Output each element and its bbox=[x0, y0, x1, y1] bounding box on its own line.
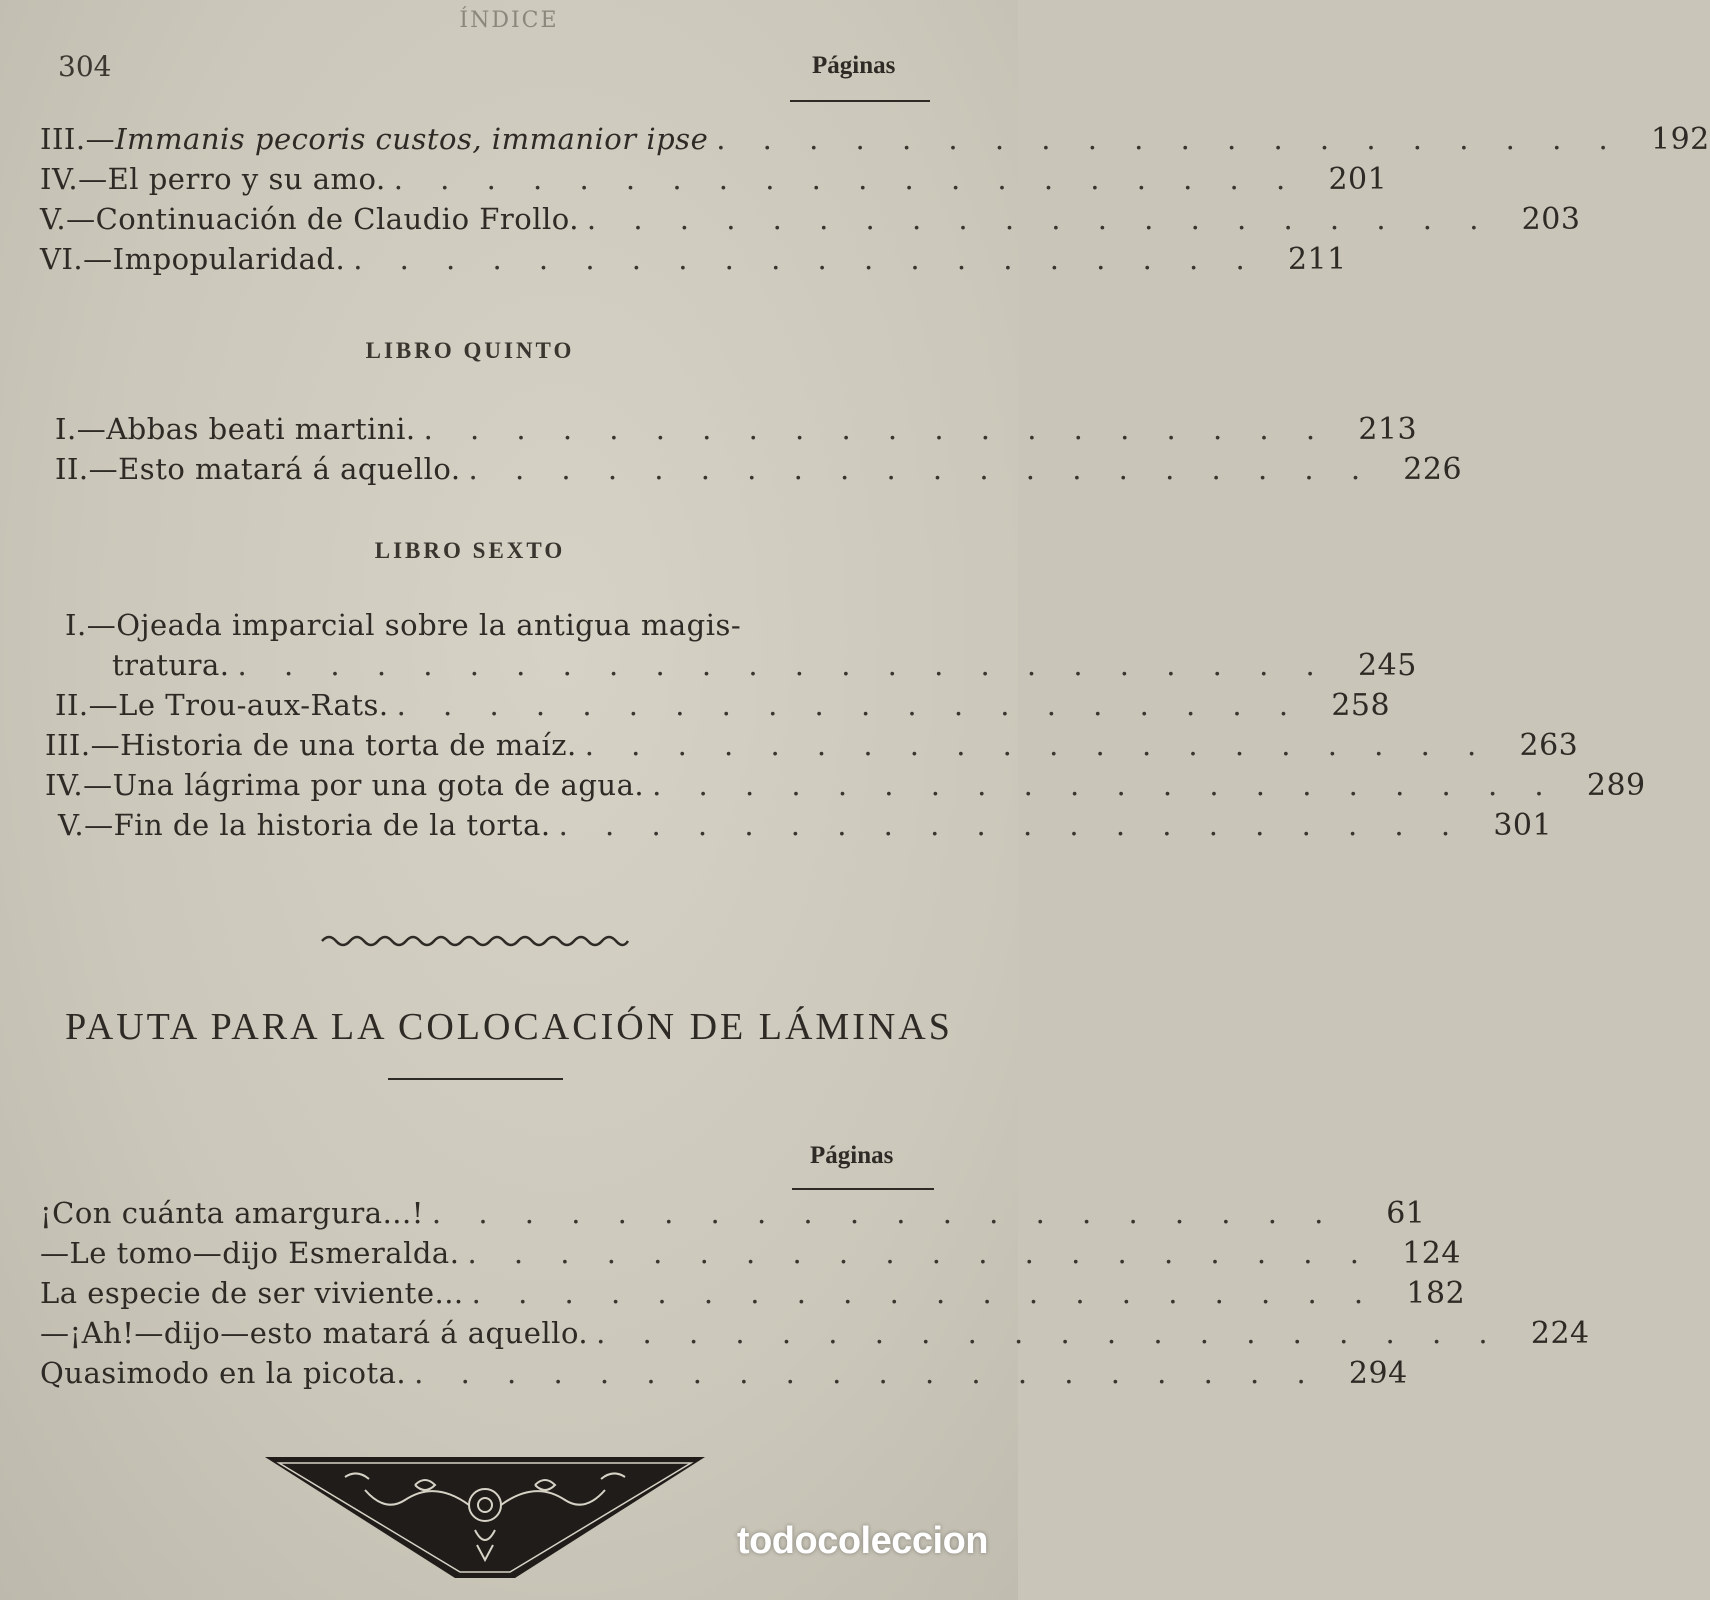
section-heading-libro-sexto: LIBRO SEXTO bbox=[374, 538, 566, 563]
lamina-title: ¡Con cuánta amargura...! bbox=[40, 1196, 424, 1230]
toc-entry-title: Una lágrima por una gota de agua. bbox=[112, 768, 645, 802]
dot-leader: . . . . . . . . . . . . . . . . . . . . bbox=[414, 1356, 1320, 1390]
wavy-rule-ornament bbox=[320, 930, 630, 952]
dot-leader: . . . . . . . . . . . . . . . . . . . . bbox=[431, 1196, 1338, 1230]
lamina-entry bbox=[40, 1316, 1590, 1356]
lamina-entry bbox=[40, 1196, 1426, 1236]
toc-entry-continuation bbox=[112, 648, 1417, 688]
laminas-title: PAUTA PARA LA COLOCACIÓN DE LÁMINAS bbox=[65, 1006, 953, 1048]
toc-entry-number: III. bbox=[45, 728, 91, 762]
lamina-entry bbox=[40, 1276, 1466, 1316]
lamina-page: 224 bbox=[1530, 1316, 1590, 1351]
toc-entry-page: 258 bbox=[1331, 688, 1391, 723]
toc-entry: IV.—El perro y su amo. . . . . . . . . . . . . . . . . . . . . 201 bbox=[40, 162, 1388, 197]
page-number: 304 bbox=[58, 50, 112, 83]
toc-entry-title: Ojeada imparcial sobre la antigua magis- bbox=[116, 608, 742, 642]
toc-entry: II.—Le Trou-aux-Rats. . . . . . . . . . . . . . . . . . . . . 258 bbox=[55, 688, 1391, 723]
lamina-title: La especie de ser viviente... bbox=[40, 1276, 464, 1310]
lamina-title: —Le tomo—dijo Esmeralda. bbox=[40, 1236, 460, 1270]
dot-leader: . . . . . . . . . . . . . . . . . . . . bbox=[393, 162, 1300, 196]
toc-entry: II.—Esto matará á aquello. . . . . . . . . . . . . . . . . . . . . 226 bbox=[55, 452, 1463, 487]
dot-leader: . . . . . . . . . . . . . . . . . . . . bbox=[396, 688, 1303, 722]
dot-leader: . . . . . . . . . . . . . . . . . . . . bbox=[652, 768, 1558, 802]
toc-entry-page: 192 bbox=[1650, 122, 1710, 157]
title-rule bbox=[388, 1078, 563, 1080]
lamina-page: 61 bbox=[1386, 1196, 1426, 1231]
toc-entry-title: Historia de una torta de maíz. bbox=[120, 728, 577, 762]
dot-leader: . . . . . . . . . . . . . . . . . . . . bbox=[584, 728, 1491, 762]
toc-entry-page: 213 bbox=[1358, 412, 1418, 447]
dot-leader: . . . . . . . . . . . . . . . . . . . . bbox=[468, 452, 1375, 486]
toc-entry-number: IV. bbox=[45, 768, 84, 802]
laminas-column-header: Páginas bbox=[810, 1142, 894, 1169]
dot-leader: . . . . . . . . . . . . . . . . . . . . . . . . bbox=[237, 648, 1329, 682]
toc-entry-number: V. bbox=[40, 202, 67, 236]
toc-entry: III.—Historia de una torta de maíz. . . . . . . . . . . . . . . . . . . . . 263 bbox=[45, 728, 1579, 763]
dot-leader: . . . . . . . . . . . . . . . . . . . . bbox=[353, 242, 1259, 276]
toc-entry-title: Impopularidad. bbox=[112, 242, 346, 276]
dot-leader: . . . . . . . . . . . . . . . . . . . . bbox=[586, 202, 1493, 236]
dot-leader: . . . . . . . . . . . . . . . . . . . . bbox=[558, 808, 1465, 842]
toc-entry-number: VI. bbox=[40, 242, 84, 276]
dot-leader: . . . . . . . . . . . . . . . . . . . . bbox=[716, 122, 1622, 156]
toc-column-header: Páginas bbox=[812, 52, 896, 79]
dot-leader: . . . . . . . . . . . . . . . . . . . . bbox=[471, 1276, 1378, 1310]
lamina-page: 124 bbox=[1402, 1236, 1461, 1271]
toc-entry-page: 211 bbox=[1287, 242, 1347, 277]
toc-entry-number: II. bbox=[55, 688, 89, 722]
toc-entry-title: Esto matará á aquello. bbox=[118, 452, 461, 486]
running-head: ÍNDICE bbox=[459, 8, 559, 33]
toc-entry: IV.—Una lágrima por una gota de agua. . . . . . . . . . . . . . . . . . . . . 289 bbox=[45, 768, 1646, 803]
toc-entry: V.—Continuación de Claudio Frollo. . . . . . . . . . . . . . . . . . . . . 203 bbox=[40, 202, 1581, 237]
dot-leader: . . . . . . . . . . . . . . . . . . . . bbox=[596, 1316, 1502, 1350]
toc-entry-number: II. bbox=[55, 452, 89, 486]
toc-entry-title: Abbas beati martini. bbox=[106, 412, 416, 446]
lamina-entry bbox=[40, 1356, 1408, 1396]
lamina-entry bbox=[40, 1236, 1461, 1276]
toc-entry-page: 301 bbox=[1493, 808, 1553, 843]
toc-column-rule bbox=[790, 100, 930, 102]
toc-entry-title: tratura. bbox=[112, 648, 230, 682]
toc-entry-page: 263 bbox=[1519, 728, 1579, 763]
toc-entry-page: 289 bbox=[1586, 768, 1646, 803]
dot-leader: . . . . . . . . . . . . . . . . . . . . bbox=[423, 412, 1330, 446]
toc-entry-number: I. bbox=[55, 412, 77, 446]
toc-entry-number: III. bbox=[40, 122, 86, 156]
toc-entry-title: El perro y su amo. bbox=[107, 162, 386, 196]
toc-entry-title: Continuación de Claudio Frollo. bbox=[95, 202, 579, 236]
toc-entry-number: V. bbox=[58, 808, 85, 842]
section-heading-libro-quinto: LIBRO QUINTO bbox=[365, 338, 575, 363]
toc-entry-page: 245 bbox=[1358, 648, 1417, 683]
lamina-page: 294 bbox=[1348, 1356, 1408, 1391]
toc-entry-title: Fin de la historia de la torta. bbox=[113, 808, 551, 842]
laminas-column-rule bbox=[792, 1188, 934, 1190]
floral-tailpiece-ornament bbox=[265, 1455, 705, 1580]
toc-entry-title: Le Trou-aux-Rats. bbox=[118, 688, 389, 722]
watermark-logo: todocoleccion bbox=[736, 1520, 988, 1562]
toc-entry: V.—Fin de la historia de la torta. . . . . . . . . . . . . . . . . . . . . 301 bbox=[58, 808, 1553, 843]
toc-entry-page: 203 bbox=[1521, 202, 1581, 237]
toc-entry-page: 226 bbox=[1403, 452, 1463, 487]
dot-leader: . . . . . . . . . . . . . . . . . . . . bbox=[467, 1236, 1373, 1270]
toc-entry: VI.—Impopularidad. . . . . . . . . . . . . . . . . . . . . 211 bbox=[40, 242, 1347, 277]
toc-entry-title: Immanis pecoris custos, immanior ipse bbox=[115, 122, 709, 156]
lamina-title: —¡Ah!—dijo—esto matará á aquello. bbox=[40, 1316, 589, 1350]
toc-entry-number: IV. bbox=[40, 162, 79, 196]
toc-entry-page: 201 bbox=[1328, 162, 1388, 197]
toc-entry: III.—Immanis pecoris custos, immanior ipse . . . . . . . . . . . . . . . . . . . . 192 bbox=[40, 122, 1710, 157]
lamina-page: 182 bbox=[1406, 1276, 1466, 1311]
toc-entry-number: I. bbox=[65, 608, 87, 642]
toc-entry: I.—Ojeada imparcial sobre la antigua magis- bbox=[65, 608, 742, 642]
lamina-title: Quasimodo en la picota. bbox=[40, 1356, 407, 1390]
toc-entry: I.—Abbas beati martini. . . . . . . . . . . . . . . . . . . . . 213 bbox=[55, 412, 1418, 447]
